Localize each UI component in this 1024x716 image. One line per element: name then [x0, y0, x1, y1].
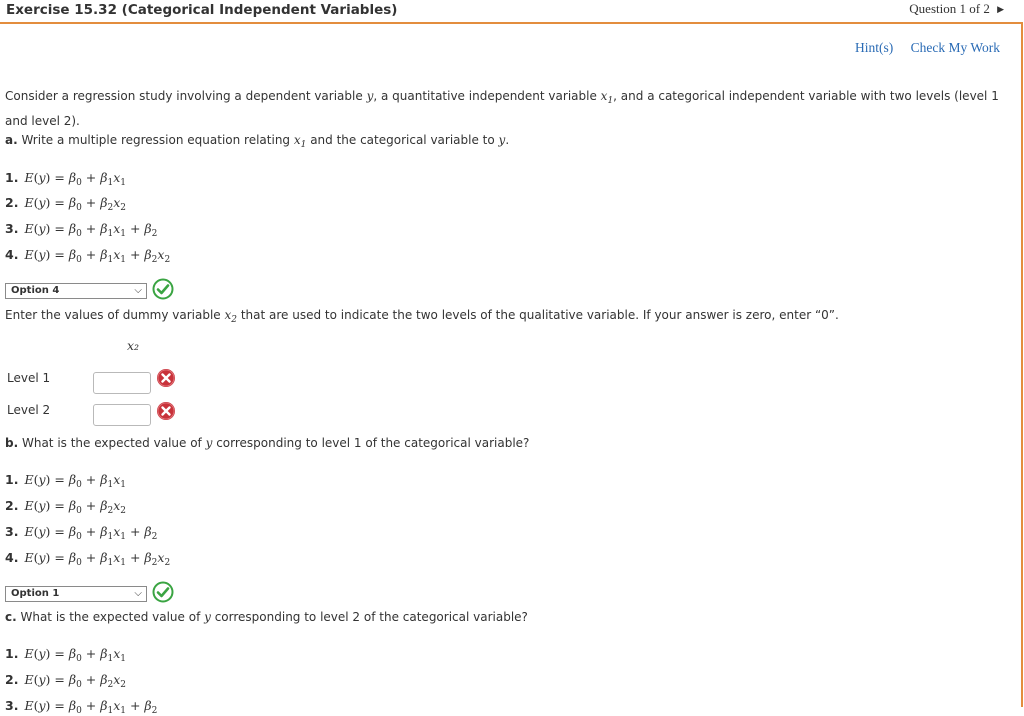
check-my-work-link[interactable]: Check My Work — [910, 40, 1000, 55]
part-a-question: a. Write a multiple regression equation relating $x_1$ and the categorical variable to y. — [5, 133, 510, 150]
part-a-choice-1: 1. $E(y) = \beta_0 + \beta_1x_1$ — [5, 170, 126, 188]
intro-text-2: , a quantitative independent variable — [373, 89, 601, 103]
part-c-text-2: corresponding to level 2 of the categorical variable? — [210, 610, 528, 624]
part-a-selected: Option 4 — [11, 285, 60, 296]
var-y: y — [366, 89, 374, 103]
check-circle-icon — [152, 581, 174, 603]
part-a-choice-2: 2. $E(y) = \beta_0 + \beta_2x_2$ — [5, 195, 126, 213]
part-a-choice-3: 3. $E(y) = \beta_0 + \beta_1x_1 + \beta_2$ — [5, 221, 158, 239]
part-c-choice-1: 1. $E(y) = \beta_0 + \beta_1x_1$ — [5, 646, 126, 664]
intro-text-3: , and a categorical independent variable with two levels (level 1 and level 2). — [5, 89, 999, 128]
part-c-question — [5, 610, 528, 624]
question-nav[interactable] — [909, 1, 1004, 17]
var-y: y — [205, 436, 213, 450]
chevron-down-icon: ⌵ — [134, 588, 142, 599]
level-1-label: Level 1 — [7, 371, 51, 385]
x-circle-icon — [156, 368, 176, 388]
part-c-letter: c. — [5, 610, 17, 624]
dummy-instructions — [5, 308, 839, 325]
intro-paragraph — [5, 86, 1005, 131]
part-b-choice-1: 1. $E(y) = \beta_0 + \beta_1x_1$ — [5, 472, 126, 490]
dummy-text-1: Enter the values of dummy variable — [5, 308, 225, 322]
check-circle-icon — [152, 278, 174, 300]
part-b-choice-2: 2. $E(y) = \beta_0 + \beta_2x_2$ — [5, 498, 126, 516]
x-circle-icon — [156, 401, 176, 421]
right-border — [1021, 22, 1023, 707]
exercise-header — [0, 0, 1022, 24]
next-question-icon[interactable]: ▶ — [997, 4, 1004, 14]
part-a-dropdown[interactable] — [5, 283, 147, 299]
var-y: y — [498, 133, 506, 147]
part-b-question — [5, 436, 529, 450]
var-x2: $x_2$ — [224, 308, 238, 325]
part-b-letter: b. — [5, 436, 19, 450]
exercise-title: Exercise 15.32 (Categorical Independent Variables) — [6, 2, 398, 18]
part-b-text-2: corresponding to level 1 of the categorical variable? — [212, 436, 530, 450]
part-a-text-1: Write a multiple regression equation relating — [17, 133, 294, 147]
part-c-choice-3: 3. $E(y) = \beta_0 + \beta_1x_1 + \beta_2$ — [5, 698, 158, 716]
var-x1: $x_1$ — [293, 133, 307, 150]
level-2-input[interactable] — [93, 404, 151, 426]
var-x1: $x_1$ — [600, 89, 614, 106]
part-b-choice-3: 3. $E(y) = \beta_0 + \beta_1x_1 + \beta_2$ — [5, 524, 158, 542]
part-b-text-1: What is the expected value of — [18, 436, 206, 450]
intro-text-1: Consider a regression study involving a dependent variable — [5, 89, 367, 103]
question-counter: Question 1 of 2 — [909, 1, 990, 16]
part-c-text-1: What is the expected value of — [16, 610, 205, 624]
part-a-choice-4: 4. $E(y) = \beta_0 + \beta_1x_1 + \beta_2x_2$ — [5, 247, 171, 265]
part-b-selected: Option 1 — [11, 588, 60, 599]
part-c-choice-2: 2. $E(y) = \beta_0 + \beta_2x_2$ — [5, 672, 126, 690]
var-y: y — [204, 610, 211, 624]
level-1-input[interactable] — [93, 372, 151, 394]
dummy-column-header: x₂ — [127, 338, 140, 353]
part-a-letter: a. — [5, 133, 18, 147]
help-links — [841, 40, 1000, 56]
chevron-down-icon: ⌵ — [134, 285, 142, 296]
dummy-text-2: that are used to indicate the two levels of the qualitative variable. If your answer is zero, enter “0”. — [237, 308, 839, 322]
part-a-text-2: and the categorical variable to — [306, 133, 499, 147]
part-b-dropdown[interactable] — [5, 586, 147, 602]
hints-link[interactable]: Hint(s) — [854, 40, 894, 55]
part-b-choice-4: 4. $E(y) = \beta_0 + \beta_1x_1 + \beta_2x_2$ — [5, 550, 171, 568]
level-2-label: Level 2 — [7, 403, 51, 417]
